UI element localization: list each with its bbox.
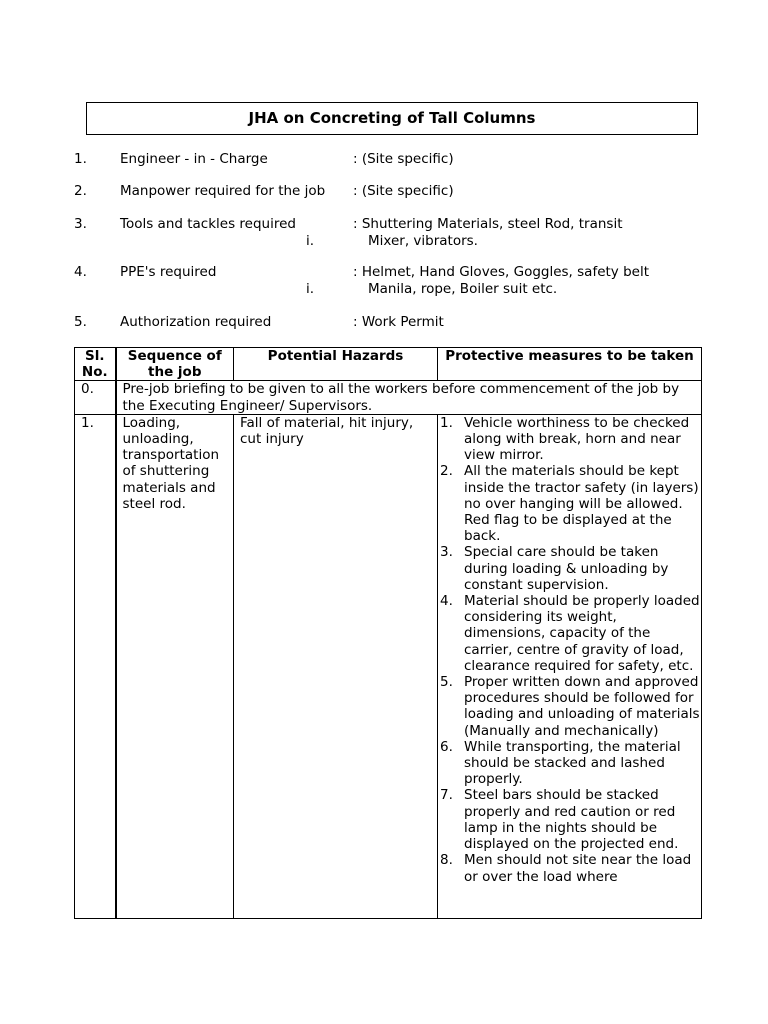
- info-value: : (Site specific): [353, 151, 454, 167]
- info-item-engineer: [0, 151, 768, 185]
- info-roman-marker: i.: [306, 280, 315, 297]
- header-measures: Protective measures to be taken: [438, 348, 702, 381]
- row-sl-no: 0.: [75, 381, 116, 414]
- list-item-text: Material should be properly loaded considering its weight, dimensions, capacity of the carrier, centre of gravity of load, clearance required for safety, etc.: [464, 593, 700, 674]
- list-item-text: While transporting, the material should be stacked and lashed properly.: [464, 738, 681, 788]
- list-item: [440, 852, 701, 884]
- list-item-number: 8.: [440, 852, 453, 869]
- list-item-text: Steel bars should be stacked properly and red caution or red lamp in the nights should be displayed on the projected end.: [464, 787, 679, 853]
- jha-table: [74, 347, 702, 919]
- info-value: : Work Permit: [353, 314, 444, 330]
- list-item-number: 1.: [440, 414, 453, 431]
- document-title: JHA on Concreting of Tall Columns: [86, 102, 698, 135]
- info-number: 5.: [74, 314, 87, 330]
- info-item-tools: [0, 216, 768, 250]
- list-item: [440, 415, 701, 464]
- info-value: : (Site specific): [353, 183, 454, 199]
- info-label: Manpower required for the job: [120, 183, 326, 199]
- list-item-number: 6.: [440, 738, 453, 755]
- list-item: [440, 739, 701, 788]
- row-sl-no: 1.: [75, 414, 116, 918]
- info-number: 1.: [74, 151, 87, 167]
- info-label: Authorization required: [120, 314, 272, 330]
- info-item-manpower: [0, 183, 768, 217]
- list-item-text: Men should not site near the load or over the load where: [464, 852, 692, 885]
- info-item-ppe: [0, 264, 768, 298]
- measures-list: [440, 415, 701, 885]
- info-value: : Shuttering Materials, steel Rod, transit: [353, 216, 623, 232]
- list-item-number: 7.: [440, 787, 453, 804]
- header-sl-no: Sl. No.: [75, 348, 116, 381]
- list-item-number: 4.: [440, 593, 453, 610]
- list-item: [440, 674, 701, 739]
- info-number: 4.: [74, 264, 87, 280]
- info-number: 3.: [74, 216, 87, 232]
- list-item: [440, 787, 701, 852]
- list-item: [440, 544, 701, 593]
- header-sequence: Sequence of the job: [116, 348, 234, 381]
- list-item-number: 3.: [440, 544, 453, 561]
- table-header-row: [75, 348, 702, 381]
- list-item: [440, 463, 701, 544]
- info-value: : Helmet, Hand Gloves, Goggles, safety belt: [353, 264, 649, 280]
- list-item-text: All the materials should be kept inside the tractor safety (in layers) no over hanging will be allowed. Red flag to be displayed at the back.: [464, 463, 699, 545]
- list-item: [440, 593, 701, 674]
- list-item-number: 5.: [440, 674, 453, 691]
- table-row: [75, 414, 702, 918]
- header-hazards: Potential Hazards: [234, 348, 438, 381]
- row-sequence: Loading, unloading, transportation of shuttering materials and steel rod.: [116, 414, 234, 918]
- info-item-authorization: [0, 314, 768, 348]
- list-item-text: Special care should be taken during loading & unloading by constant supervision.: [464, 544, 669, 593]
- table-row: [75, 381, 702, 414]
- info-value-continued: Manila, rope, Boiler suit etc.: [368, 280, 558, 297]
- info-number: 2.: [74, 183, 87, 199]
- list-item-text: Vehicle worthiness to be checked along with break, horn and near view mirror.: [464, 414, 690, 464]
- info-roman-marker: i.: [306, 232, 315, 249]
- info-label: Engineer - in - Charge: [120, 151, 268, 167]
- info-label: PPE's required: [120, 264, 217, 280]
- row-measures: [438, 414, 702, 918]
- info-value-continued: Mixer, vibrators.: [368, 232, 478, 249]
- list-item-text: Proper written down and approved procedures should be followed for loading and unloading of materials (Manually and mechanically): [464, 674, 700, 739]
- row-hazards: Fall of material, hit injury, cut injury: [234, 414, 438, 918]
- info-label: Tools and tackles required: [120, 216, 296, 232]
- list-item-number: 2.: [440, 463, 453, 480]
- row-briefing-text: Pre-job briefing to be given to all the workers before commencement of the job by the Executing Engineer/ Supervisors.: [116, 381, 702, 414]
